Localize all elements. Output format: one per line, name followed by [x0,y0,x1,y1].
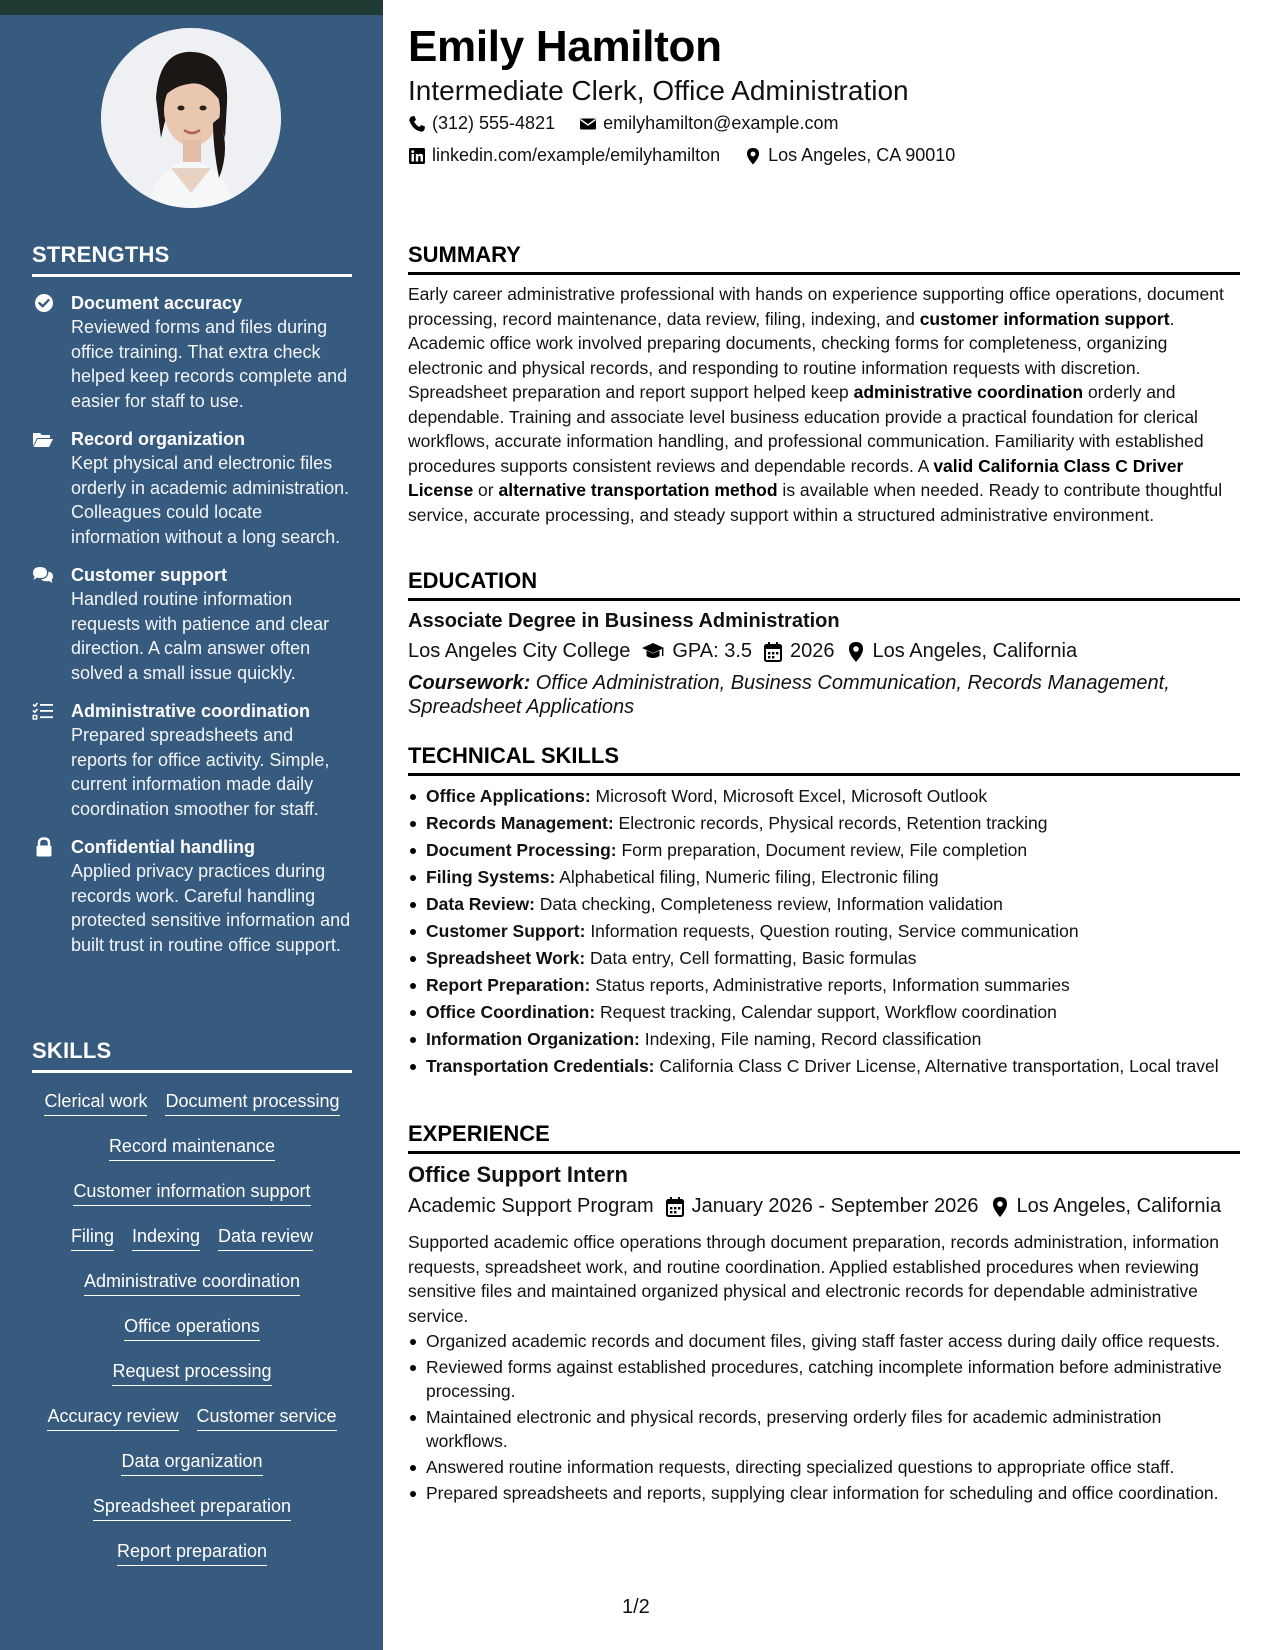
phone-number[interactable]: (312) 555-4821 [432,113,556,133]
map-pin-icon [845,641,867,663]
checklist-icon [32,701,54,721]
gpa-text: GPA: 3.5 [672,640,753,662]
strength-desc: Handled routine information requests with patience and clear direction. A calm answer often solved a small issue quickly. [71,589,330,683]
page-number: 1/2 [622,1596,650,1618]
graduation-year: 2026 [790,640,835,662]
skill-row [32,1126,352,1171]
summary-run: is available when needed. Ready to contribute thoughtful service, accurate processing, and steady support within a structured administrative environment. [408,480,1223,525]
skill-tag: Document processing [165,1089,339,1116]
technical-skill-value: Indexing, File naming, Record classification [639,1029,982,1049]
skill-tag: Office operations [124,1314,260,1341]
technical-skill-label: Transportation Credentials: [426,1056,655,1076]
graduation-cap-icon [640,641,666,663]
summary-run: orderly and dependable. Training and associate level business education provide a practical foundation for clerical workflows, accurate information handling, and professional communication. Familiarity with established procedures supports consistent reviews and dependable records. A [408,382,1204,476]
skill-tag: Data review [218,1224,313,1251]
skill-row [32,1486,352,1531]
technical-skill-label: Information Organization: [426,1029,640,1049]
sidebar [0,0,383,1650]
skill-row [32,1531,352,1576]
linkedin-link[interactable]: linkedin.com/example/emilyhamilton [432,145,721,165]
summary-text [408,282,1240,527]
job-location: Los Angeles, California [1016,1195,1222,1217]
skill-tags [32,1081,352,1576]
calendar-icon [664,1196,686,1218]
technical-skill-label: Data Review: [426,894,535,914]
strength-item [32,699,352,821]
strength-item [32,291,352,413]
summary-highlight: administrative coordination [853,382,1084,402]
technical-skills-heading: TECHNICAL SKILLS [408,743,1240,776]
technical-skill-label: Customer Support: [426,921,586,941]
experience-bullet: Prepared spreadsheets and reports, supplying clear information for scheduling and office coordination. [408,1481,1240,1505]
technical-skill-value: Status reports, Administrative reports, Information summaries [590,975,1070,995]
lock-icon [34,837,54,857]
summary-heading: SUMMARY [408,242,1240,275]
skill-tag: Customer information support [73,1179,310,1206]
coursework-line [408,671,1240,719]
technical-skill-item [408,811,1240,835]
skill-tag: Request processing [112,1359,271,1386]
map-pin-icon [989,1196,1011,1218]
technical-skill-item [408,838,1240,862]
skill-tag: Clerical work [44,1089,147,1116]
technical-skill-label: Spreadsheet Work: [426,948,586,968]
summary-highlight: valid California Class C Driver License [408,455,1184,500]
job-title: Office Support Intern [408,1162,628,1187]
contact-line-1 [408,113,838,134]
technical-skill-value: Form preparation, Document review, File completion [616,840,1028,860]
chat-bubbles-icon [32,565,54,585]
technical-skill-item [408,946,1240,970]
education-heading: EDUCATION [408,568,1240,601]
technical-skill-item [408,1000,1240,1024]
technical-skill-value: Microsoft Word, Microsoft Excel, Microsoft Outlook [590,786,988,806]
skill-row [32,1306,352,1351]
skill-tag: Report preparation [117,1539,267,1566]
technical-skill-value: Alphabetical filing, Numeric filing, Electronic filing [555,867,939,887]
summary-run: Early career administrative professional with hands on experience supporting office operations, document processing, record maintenance, data review, filing, indexing, and [408,284,1224,329]
experience-bullet: Reviewed forms against established procedures, catching incomplete information before administrative processing. [408,1355,1240,1403]
technical-skill-label: Records Management: [426,813,614,833]
summary-highlight: customer information support [919,308,1170,329]
strengths-section [32,242,352,957]
map-pin-icon [744,147,762,165]
technical-skill-item [408,973,1240,997]
skill-row [32,1261,352,1306]
technical-skill-item [408,1054,1240,1078]
technical-skill-label: Office Coordination: [426,1002,596,1022]
skill-row [32,1081,352,1126]
skill-row [32,1171,352,1216]
skill-tag: Customer service [197,1404,337,1431]
technical-skill-label: Office Applications: [426,786,591,806]
skill-tag: Data organization [121,1449,262,1476]
experience-meta [408,1195,1221,1218]
profile-photo-icon [101,28,281,208]
employment-dates: January 2026 - September 2026 [691,1195,979,1217]
sidebar-top-strip [0,0,383,15]
technical-skill-value: Request tracking, Calendar support, Workflow coordination [595,1002,1057,1022]
school-location: Los Angeles, California [872,640,1078,662]
technical-skill-item [408,919,1240,943]
skill-tag: Administrative coordination [84,1269,300,1296]
technical-skills-list [408,784,1240,1081]
technical-skill-item [408,1027,1240,1051]
skill-tag: Indexing [132,1224,200,1251]
calendar-icon [762,641,784,663]
technical-skill-value: California Class C Driver License, Alternative transportation, Local travel [654,1056,1219,1076]
folder-open-icon [32,429,54,449]
skill-tag: Record maintenance [109,1134,275,1161]
degree-title: Associate Degree in Business Administration [408,610,840,632]
technical-skill-value: Data checking, Completeness review, Information validation [534,894,1003,914]
skill-row [32,1351,352,1396]
education-meta [408,640,1077,663]
strength-title: Administrative coordination [71,701,311,721]
technical-skill-value: Electronic records, Physical records, Retention tracking [613,813,1048,833]
summary-run: or [473,480,499,500]
skill-row [32,1396,352,1441]
technical-skill-value: Information requests, Question routing, Service communication [585,921,1079,941]
location-text: Los Angeles, CA 90010 [768,145,956,165]
phone-icon [408,115,426,133]
summary-highlight: alternative transportation method [498,480,778,500]
technical-skill-item [408,892,1240,916]
check-circle-icon [34,293,54,313]
experience-bullet: Maintained electronic and physical records, preserving orderly files for academic administration workflows. [408,1405,1240,1453]
experience-bullet: Organized academic records and document files, giving staff faster access during daily office requests. [408,1329,1240,1353]
technical-skill-value: Data entry, Cell formatting, Basic formulas [585,948,917,968]
skill-row [32,1441,352,1486]
strength-title: Record organization [71,429,246,449]
strength-item [32,835,352,957]
job-summary: Supported academic office operations through document preparation, records administration, information requests, spreadsheet work, and routine coordination. Applied established procedures when reviewing sensitive files and maintained organized physical and electronic records for dependable administrative service. [408,1232,1219,1326]
profile-photo [101,28,281,208]
linkedin-icon [408,147,426,165]
technical-skill-label: Report Preparation: [426,975,591,995]
experience-bullet: Answered routine information requests, directing specialized questions to appropriate office staff. [408,1455,1240,1479]
strengths-heading: STRENGTHS [32,242,352,277]
strength-desc: Kept physical and electronic files orderly in academic administration. Colleagues could locate information without a long search. [71,453,350,547]
email-link[interactable]: emilyhamilton@example.com [603,113,839,133]
envelope-icon [579,115,597,133]
organization-name: Academic Support Program [408,1195,654,1217]
experience-bullets [408,1329,1240,1507]
experience-heading: EXPERIENCE [408,1121,1240,1154]
skill-tag: Filing [71,1224,114,1251]
technical-skill-item [408,784,1240,808]
skills-section [32,1038,352,1576]
technical-skill-label: Document Processing: [426,840,617,860]
strength-desc: Reviewed forms and files during office training. That extra check helped keep records complete and easier for staff to use. [71,317,348,411]
skill-tag: Spreadsheet preparation [93,1494,291,1521]
contact-line-2 [408,145,955,166]
strength-desc: Applied privacy practices during records work. Careful handling protected sensitive information and built trust in routine office support. [71,861,351,955]
school-name: Los Angeles City College [408,640,631,662]
technical-skill-item [408,865,1240,889]
strength-title: Confidential handling [71,837,255,857]
technical-skill-label: Filing Systems: [426,867,556,887]
strength-item [32,427,352,549]
skill-tag: Accuracy review [47,1404,178,1431]
coursework-label: Coursework: [408,672,531,694]
strength-item [32,563,352,685]
strength-title: Document accuracy [71,293,243,313]
summary-run: . Academic office work involved preparing documents, checking forms for completeness, organizing electronic and physical records, and responding to routine information requests with discretion. Spreadsheet preparation and report support helped keep [408,308,1175,402]
skill-row [32,1216,352,1261]
strength-desc: Prepared spreadsheets and reports for office activity. Simple, current information made daily coordination smoother for staff. [71,725,330,819]
skills-heading: SKILLS [32,1038,352,1073]
coursework-list: Office Administration, Business Communication, Records Management, Spreadsheet Applications [408,672,1170,718]
candidate-name: Emily Hamilton [408,22,722,71]
candidate-title: Intermediate Clerk, Office Administration [408,75,909,106]
strength-title: Customer support [71,565,228,585]
